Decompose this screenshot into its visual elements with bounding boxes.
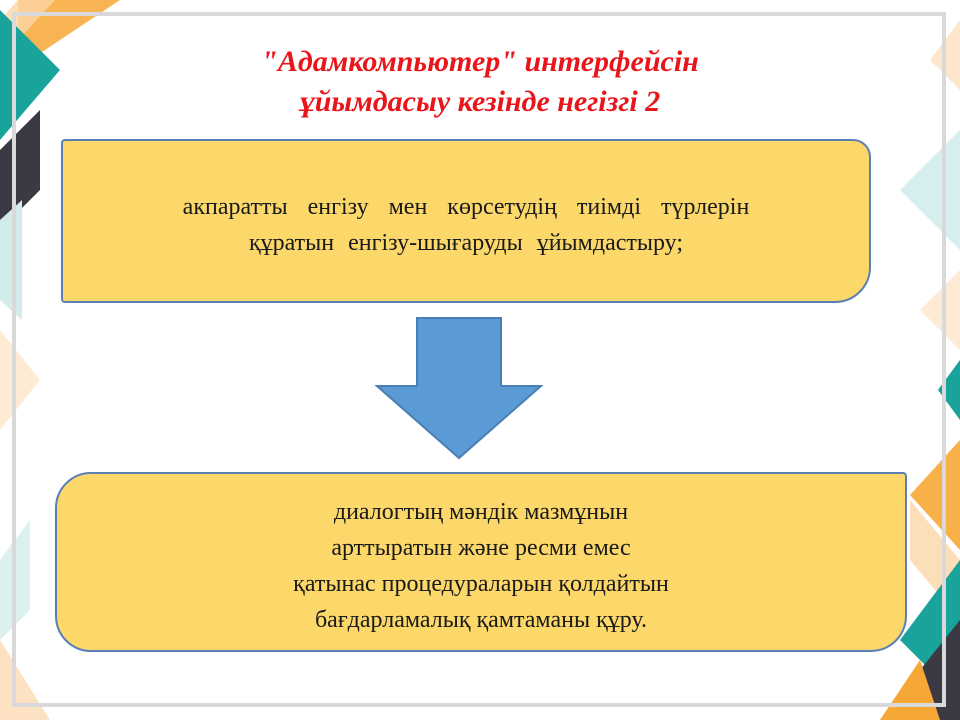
slide-title [160,42,800,122]
top-box-line-2: құратын енгізу-шығаруды ұйымдастыру; [248,230,684,256]
bottom-box-line-4: бағдарламалық қамтаманы құру. [314,607,648,633]
bottom-box-line-3: қатынас процедураларын қолдайтын [293,571,669,597]
title-line-2: ұйымдасыу кезінде негізгі 2 [299,85,661,118]
title-line-1: "Адамкомпьютер" интерфейсін [261,45,699,78]
top-box [61,139,871,303]
bottom-box [55,472,907,652]
bottom-box-line-2: арттыратын және ресми емес [331,535,631,561]
top-box-line-1: акпаратты енгізу мен көрсетудің тиімді түрлерін [182,194,750,220]
bottom-box-line-1: диалогтың мәндік мазмұнын [333,499,629,525]
down-arrow-icon [374,316,544,461]
